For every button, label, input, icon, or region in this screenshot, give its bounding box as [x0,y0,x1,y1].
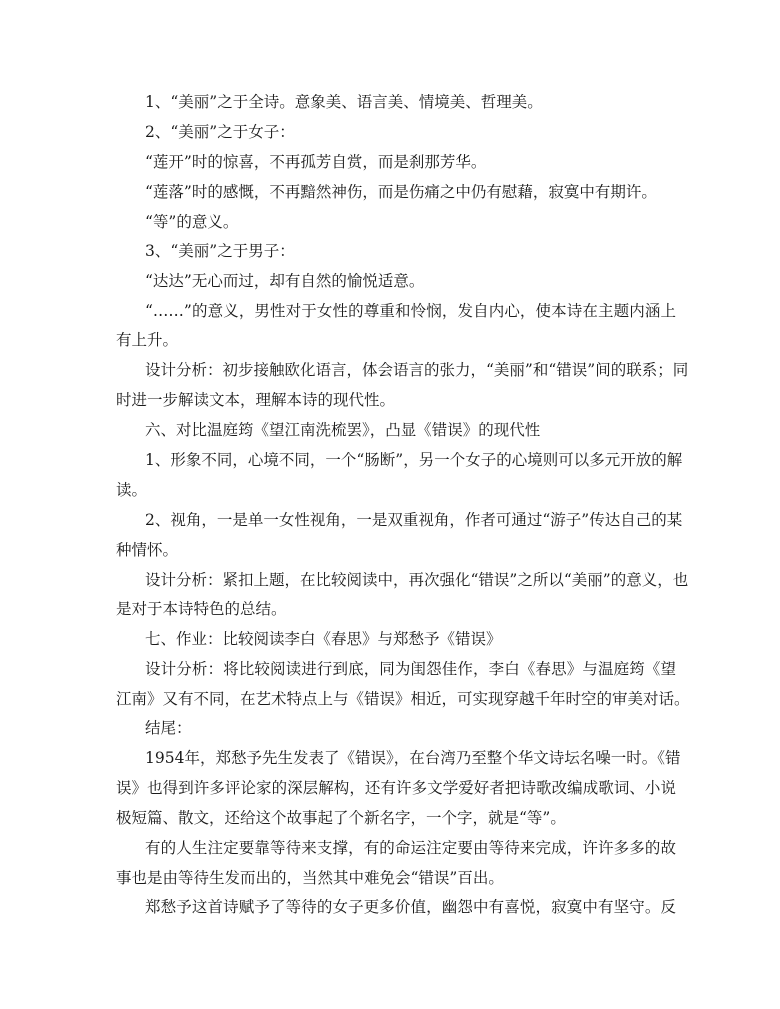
paragraph-line: “莲落”时的感慨，不再黯然神伤，而是伤痛之中仍有慰藉，寂寞中有期许。 [145,183,657,201]
paragraph-line: 郑愁予这首诗赋予了等待的女子更多价值，幽怨中有喜悦，寂寞中有坚守。反 [145,898,676,916]
section-heading: 七、作业：比较阅读李白《春思》与郑愁予《错误》 [145,630,502,648]
paragraph-line: 有的人生注定要靠等待来支撑，有的命运注定要由等待来完成，许许多多的故 [145,839,676,857]
paragraph-line: 是对于本诗特色的总结。 [116,600,287,618]
paragraph-line: 设计分析：初步接触欧化语言，体会语言的张力，“美丽”和“错误”间的联系；同 [145,361,689,379]
paragraph-line: 设计分析：将比较阅读进行到底，同为闺怨佳作，李白《春思》与温庭筠《望 [145,660,676,678]
paragraph-line: 3、“美丽”之于男子： [145,242,295,260]
section-heading: 六、对比温庭筠《望江南洗梳罢》，凸显《错误》的现代性 [145,421,541,439]
paragraph-line: 种情怀。 [116,541,179,559]
paragraph-line: “等”的意义。 [145,213,239,231]
paragraph-line: 2、“美丽”之于女子： [145,123,295,141]
paragraph-line: 读。 [116,481,148,499]
paragraph-line: 1、“美丽”之于全诗。意象美、语言美、情境美、哲理美。 [145,93,543,111]
paragraph-line: “莲开”时的惊喜，不再孤芳自赏，而是刹那芳华。 [145,153,487,171]
paragraph-line: “达达”无心而过，却有自然的愉悦适意。 [145,272,425,290]
paragraph-line: 误》也得到许多评论家的深层解构，还有许多文学爱好者把诗歌改编成歌词、小说 [116,779,676,797]
paragraph-line: 1954年，郑愁予先生发表了《错误》，在台湾乃至整个华文诗坛名噪一时。《错 [145,749,681,767]
paragraph-line: 有上升。 [116,331,179,349]
paragraph-line: 1、形象不同，心境不同，一个“肠断”，另一个女子的心境则可以多元开放的解 [145,451,683,469]
paragraph-line: 设计分析：紧扣上题，在比较阅读中，再次强化“错误”之所以“美丽”的意义，也 [145,571,689,589]
paragraph-line: 江南》又有不同，在艺术特点上与《错误》相近，可实现穿越千年时空的审美对话。 [116,690,690,708]
paragraph-line: 时进一步解读文本，理解本诗的现代性。 [116,391,396,409]
section-heading: 结尾： [145,719,192,737]
paragraph-line: 2、视角，一是单一女性视角，一是双重视角，作者可通过“游子”传达自己的某 [145,511,683,529]
paragraph-line: 事也是由等待生发而出的，当然其中难免会“错误”百出。 [116,869,504,887]
paragraph-line: 极短篇、散文，还给这个故事起了个新名字，一个字，就是“等”。 [116,809,566,827]
paragraph-line: “……”的意义，男性对于女性的尊重和怜悯，发自内心，使本诗在主题内涵上 [145,302,676,320]
